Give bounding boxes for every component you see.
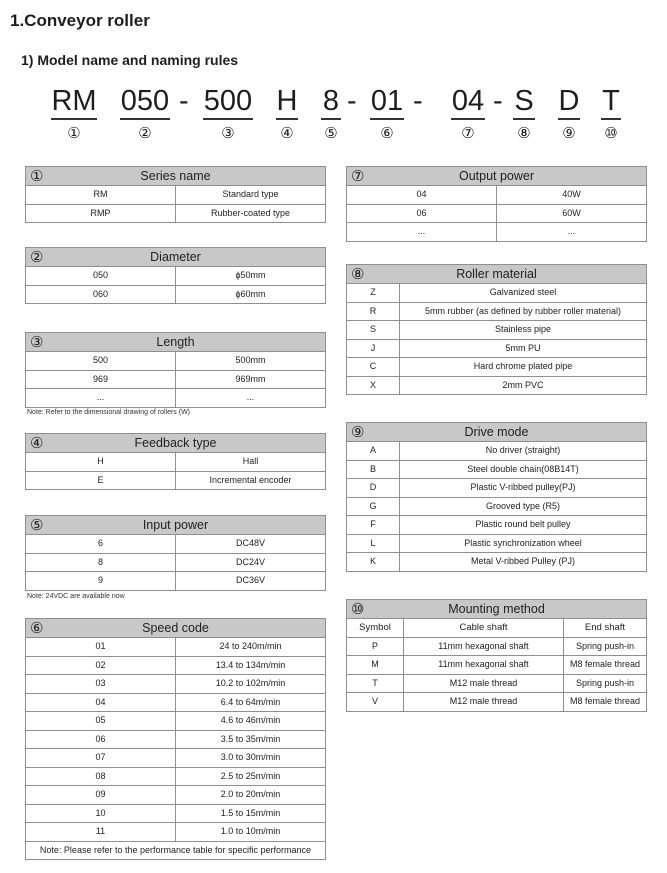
table-row [347,534,647,553]
diameter-title: Diameter [150,249,201,264]
cell: 2mm PVC [400,376,647,395]
code-segment: 8 [321,84,341,120]
table-row [26,352,326,371]
code-marker: ⑧ [517,125,531,142]
cell: 08 [26,767,176,786]
series-marker: ① [30,167,44,185]
cell: K [347,553,400,572]
material-marker: ⑧ [351,265,365,283]
table-row [347,497,647,516]
code-marker: ⑩ [604,125,618,142]
cell: DC24V [176,553,326,572]
cell: P [347,637,404,656]
cell: 500 [26,352,176,371]
code-segment: 500 [203,84,253,120]
input-power-marker: ⑤ [30,516,44,534]
cell: 40W [497,186,647,205]
table-row [26,730,326,749]
diameter-marker: ② [30,248,44,266]
cell: 969mm [176,370,326,389]
cell: 3.0 to 30m/min [176,749,326,768]
cell: T [347,674,404,693]
cell: J [347,339,400,358]
cell: M8 female thread [564,693,647,712]
cell: 04 [347,186,497,205]
cell: Standard type [176,186,326,205]
cell: 02 [26,656,176,675]
cell: 11mm hexagonal shaft [404,637,564,656]
speed-title: Speed code [142,620,209,635]
table-row [347,460,647,479]
series-title: Series name [140,168,211,183]
cell: Metal V-ribbed Pulley (PJ) [400,553,647,572]
input-power-title: Input power [142,517,209,532]
cell: Spring push-in [564,674,647,693]
length-marker: ③ [30,333,44,351]
cell: Z [347,284,400,303]
table-row [26,767,326,786]
cell: Stainless pipe [400,321,647,340]
cell: Grooved type (R5) [400,497,647,516]
cell: E [26,471,176,490]
code-segment: T [601,84,621,120]
feedback-marker: ④ [30,434,44,452]
cell: 1.0 to 10m/min [176,823,326,842]
cell: S [347,321,400,340]
page-title: 1.Conveyor roller [10,11,150,30]
speed-marker: ⑥ [30,619,44,637]
cell: RMP [26,204,176,223]
cell: F [347,516,400,535]
cell: Spring push-in [564,637,647,656]
cell: ... [497,223,647,242]
material-table [346,264,647,395]
cell: 10 [26,804,176,823]
code-segment: D [558,84,580,120]
cell: 8 [26,553,176,572]
cell: 06 [26,730,176,749]
column-header: End shaft [564,619,647,638]
table-row [26,841,326,860]
code-marker: ① [67,125,81,142]
table-row [26,453,326,472]
cell: 2.5 to 25m/min [176,767,326,786]
table-row [347,516,647,535]
cell: ... [347,223,497,242]
table-row [26,675,326,694]
cell: ϕ60mm [176,285,326,304]
cell: Rubber-coated type [176,204,326,223]
length-title: Length [156,334,195,349]
code-segment: RM [51,84,97,120]
cell: Galvanized steel [400,284,647,303]
cell: 4.6 to 46m/min [176,712,326,731]
cell: 03 [26,675,176,694]
cell: 500mm [176,352,326,371]
table-row [26,656,326,675]
code-dash: - [493,85,503,117]
material-title: Roller material [456,266,537,281]
cell: No driver (straight) [400,442,647,461]
code-marker: ⑤ [324,125,338,142]
cell: 09 [26,786,176,805]
cell: 11 [26,823,176,842]
table-row [26,804,326,823]
table-row [347,302,647,321]
table-row [347,358,647,377]
table-row [26,553,326,572]
cell: 10.2 to 102m/min [176,675,326,694]
cell: 2.0 to 20m/min [176,786,326,805]
cell: 1.5 to 15m/min [176,804,326,823]
cell: M [347,656,404,675]
code-segment: 050 [120,84,170,120]
cell: Steel double chain(08B14T) [400,460,647,479]
table-row [347,637,647,656]
table-row [347,284,647,303]
mounting-marker: ⑩ [351,600,365,618]
table-row [347,339,647,358]
table-row [347,479,647,498]
table-row [26,267,326,286]
table-row [26,535,326,554]
input-power-note: Note: 24VDC are available now [27,593,125,600]
code-segment: 01 [370,84,404,120]
table-row [26,693,326,712]
table-row [347,442,647,461]
length-table [25,332,326,408]
code-marker: ④ [280,125,294,142]
column-header: Cable shaft [404,619,564,638]
drive-table [346,422,647,572]
table-row [347,656,647,675]
cell: R [347,302,400,321]
speed-note: Note: Please refer to the performance table for specific performance [26,841,326,860]
cell: Incremental encoder [176,471,326,490]
code-dash: - [179,85,189,117]
table-row [347,186,647,205]
cell: 5mm rubber (as defined by rubber roller material) [400,302,647,321]
table-row [347,553,647,572]
drive-title: Drive mode [464,424,529,439]
cell: 5mm PU [400,339,647,358]
table-row [26,712,326,731]
cell: A [347,442,400,461]
code-marker: ② [138,125,152,142]
table-row [347,321,647,340]
table-row [26,389,326,408]
cell: G [347,497,400,516]
cell: Plastic round belt pulley [400,516,647,535]
cell: Hard chrome plated pipe [400,358,647,377]
length-note: Note: Refer to the dimensional drawing of rollers (W) [27,409,191,416]
cell: 3.5 to 35m/min [176,730,326,749]
table-row [347,674,647,693]
cell: X [347,376,400,395]
table-row [347,693,647,712]
code-marker: ③ [221,125,235,142]
output-power-table [346,166,647,242]
table-row [26,786,326,805]
cell: 07 [26,749,176,768]
code-dash: - [347,85,357,117]
table-row [26,471,326,490]
cell: L [347,534,400,553]
cell: Plastic synchronization wheel [400,534,647,553]
cell: 06 [347,204,497,223]
cell: V [347,693,404,712]
output-power-marker: ⑦ [351,167,365,185]
table-header-row [347,619,647,638]
code-segment: H [276,84,298,120]
table-row [26,638,326,657]
section-subtitle: 1) Model name and naming rules [21,52,239,68]
cell: RM [26,186,176,205]
cell: 13.4 to 134m/min [176,656,326,675]
cell: M8 female thread [564,656,647,675]
code-dash: - [413,85,423,117]
cell: 01 [26,638,176,657]
table-row [26,186,326,205]
mounting-title: Mounting method [448,601,545,616]
cell: ϕ50mm [176,267,326,286]
cell: DC48V [176,535,326,554]
output-power-title: Output power [458,168,535,183]
table-row [347,204,647,223]
cell: H [26,453,176,472]
cell: C [347,358,400,377]
code-marker: ⑥ [380,125,394,142]
cell: 9 [26,572,176,591]
cell: 6 [26,535,176,554]
feedback-table [25,433,326,490]
code-segment: S [513,84,535,120]
cell: 60W [497,204,647,223]
mounting-table [346,599,647,712]
cell: Hall [176,453,326,472]
table-row [26,749,326,768]
code-marker: ⑨ [562,125,576,142]
column-header: Symbol [347,619,404,638]
cell: 04 [26,693,176,712]
table-row [26,823,326,842]
cell: 05 [26,712,176,731]
cell: 11mm hexagonal shaft [404,656,564,675]
table-row [347,376,647,395]
cell: B [347,460,400,479]
diameter-table [25,247,326,304]
cell: 060 [26,285,176,304]
table-row [26,572,326,591]
cell: 050 [26,267,176,286]
table-row [26,285,326,304]
speed-table [25,618,326,860]
input-power-table [25,515,326,591]
code-marker: ⑦ [461,125,475,142]
table-row [26,370,326,389]
cell: Plastic V-ribbed pulley(PJ) [400,479,647,498]
feedback-title: Feedback type [134,435,217,450]
cell: DC36V [176,572,326,591]
cell: M12 male thread [404,674,564,693]
cell: D [347,479,400,498]
cell: M12 male thread [404,693,564,712]
cell: ... [176,389,326,408]
drive-marker: ⑨ [351,423,365,441]
cell: 24 to 240m/min [176,638,326,657]
series-table [25,166,326,223]
cell: 6.4 to 64m/min [176,693,326,712]
cell: ... [26,389,176,408]
cell: 969 [26,370,176,389]
table-row [347,223,647,242]
table-row [26,204,326,223]
code-segment: 04 [451,84,485,120]
